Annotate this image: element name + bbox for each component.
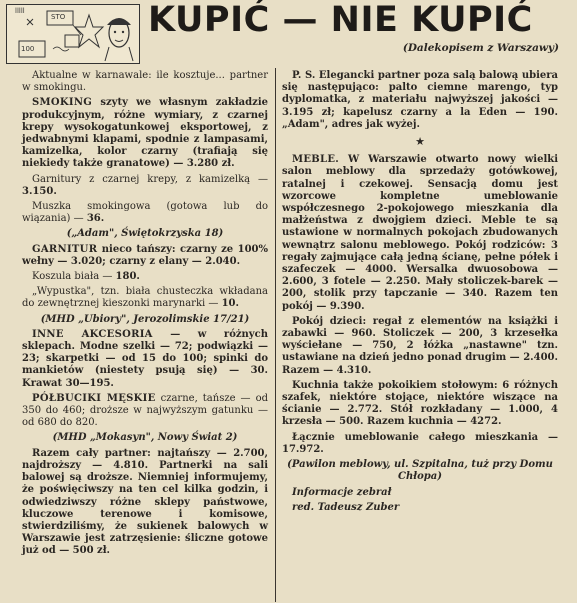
intro-text: Aktualne w karnawale: ile kosztuje... partner w smokingu.: [22, 70, 268, 94]
akcesoria-text: — w różnych sklepach. Modne szelki — 72; podwiązki — 23; skarpetki — od 15 do 100; spinki do mankietów (niestety psują się) — 30. Krawat 30—195.: [22, 328, 268, 389]
lacznie-paragraph: Łącznie umeblowanie całego mieszkania — 17.972.: [282, 431, 558, 455]
polbuciki-text: czarne, tańsze — od 350 do 460; droższe w najwyższym gatunku — od 680 do 820.: [22, 392, 268, 429]
logo-tag-corner: lllll: [15, 7, 25, 15]
polbuciki-lead: PÓŁBUCIKI MĘSKIE: [32, 392, 156, 404]
koszula-paragraph: [22, 271, 268, 283]
wypustka-text: „Wypustka", tzn. biała chusteczka wkładana do zewnętrznej kieszonki marynarki —: [22, 286, 268, 310]
signature-author: red. Tadeusz Zuber: [292, 501, 400, 513]
mokasyn-shop-address: (MHD „Mokasyn", Nowy Świat 2): [52, 432, 238, 444]
smoking-lead: SMOKING: [32, 97, 93, 109]
polbuciki-paragraph: [22, 393, 268, 430]
garnitur-lead: GARNITUR: [32, 243, 98, 255]
column-logo: [6, 4, 140, 64]
ubiory-shop-address: (MHD „Ubiory", Jerozolimskie 17/21): [40, 313, 250, 325]
garnitur-paragraph: [22, 244, 268, 268]
garnitur-text: nieco tańszy: czarny ze 100% wełny — 3.020; czarny z elany — 2.040.: [22, 243, 268, 267]
koszula-price: 180.: [115, 271, 140, 283]
meble-paragraph: [282, 154, 558, 313]
muszka-paragraph: [22, 201, 268, 225]
koszula-text: Koszula biała —: [32, 271, 116, 283]
star-separator-icon: ★: [415, 135, 425, 149]
garnitur-krepa-paragraph: [22, 174, 268, 198]
meble-lead: MEBLE.: [292, 154, 340, 166]
page-title: KUPIĆ — NIE KUPIĆ: [148, 0, 533, 40]
left-column: [22, 70, 268, 561]
wypustka-paragraph: [22, 286, 268, 310]
smoking-price: 3.280 zł.: [186, 158, 235, 170]
kuchnia-paragraph: Kuchnia także pokoikiem stołowym: 6 różnych szafek, niektóre stojące, niektóre wiszące na ścianie — 2.772. Stół rozkładany — 1.000, 4 krzesła — 500. Razem kuchnia — 4272.: [282, 379, 558, 428]
column-divider: [275, 68, 276, 602]
pawilon-address: (Pawilon meblowy, ul. Szpitalna, tuż przy Domu Chłopa): [287, 459, 553, 483]
wypustka-price: 10.: [221, 298, 239, 310]
intro-paragraph: [22, 70, 268, 94]
adam-shop-address: („Adam", Świętokrzyska 18): [66, 228, 224, 240]
pokoj-dzieci-paragraph: Pokój dzieci: regał z elementów na książki i zabawki — 960. Stoliczek — 200, 3 krzesełka wyściełane — 750, 2 łóżka „nastawne" tzn. ustawiane na dzień jedno ponad drugim — 2.400. Razem — 4.310.: [282, 315, 558, 376]
muszka-text: Muszka smokingowa (gotowa lub do wiązania) —: [22, 201, 268, 225]
smoking-text: szyty we własnym zakładzie produkcyjnym, różne wymiary, z czarnej krepy wysokogatunkowej eksportowej, z jedwabnymi klapami, spodnie z lampasami, kamizelka, kolor czarny (trafiają się niekiedy także granatowe) —: [22, 97, 268, 170]
signature-label: Informacje zebrał: [292, 486, 392, 498]
akcesoria-lead: INNE AKCESORIA: [32, 328, 153, 340]
cartoon-illustration-icon: [7, 5, 139, 63]
smoking-paragraph: [22, 97, 268, 170]
muszka-price: 36.: [86, 213, 105, 225]
razem-partner-paragraph: Razem cały partner: najtańszy — 2.700, najdroższy — 4.810. Partnerki na sali balowej są droższe. Niemniej informujemy, że poświęciwszy na ten cel kilka godzin, i odwiedziwszy różne sklepy państwowe, kluczowe terenowe i komisowe, stwierdziliśmy, że sukienek balowych w Warszawie jest zatrzęsienie: śliczne gotowe już od — 500 zł.: [22, 447, 268, 557]
byline: (Dalekopisem z Warszawy): [402, 42, 559, 54]
ps-paragraph: P. S. Elegancki partner poza salą balową ubiera się następująco: palto ciemne marengo, typ dyplomatka, z materiału najwyższej jakości — 3.195 zł; kapelusz czarny a la Eden — 190. „Adam", adres jak wyżej.: [282, 70, 558, 130]
right-column: [282, 70, 558, 517]
meble-text: W Warszawie otwarto nowy wielki salon meblowy dla sprzedaży gotówkowej, ratalnej i czekowej. Sensacją domu jest wzorcowe kompletne umeblowanie współczesnego 2-pokojowego mieszkania dla małżeństwa z dwojgiem dzieci. Meble te są ustawione w normalnych pokojach zbudowanych wewnątrz salonu meblowego. Pokój rodziców: 3 regały zajmujące całą jedną ścianę, pełne półek i szafeczek — 4000. Wersalka dwuosobowa — 2.600, 3 fotele — 2.250. Mały stoliczek-barek — 200, stolik przy tapczanie — 340. Razem ten pokój — 9.390.: [282, 154, 558, 312]
garnitur-krepa-text: Garnitury z czarnej krepy, z kamizelką —: [32, 173, 268, 185]
akcesoria-paragraph: [22, 329, 268, 390]
garnitur-krepa-price: 3.150.: [22, 185, 57, 197]
logo-tag-top: STO: [51, 13, 66, 21]
logo-tag-bottom: 100: [21, 45, 35, 53]
